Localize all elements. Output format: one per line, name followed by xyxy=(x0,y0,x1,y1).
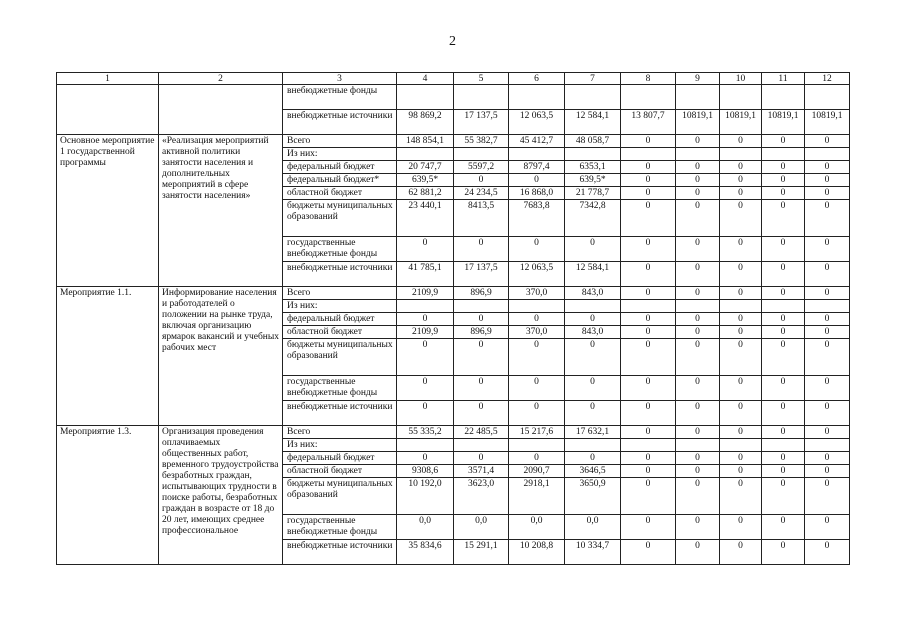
value-cell: 0 xyxy=(621,326,676,339)
column-header-6: 6 xyxy=(509,73,565,85)
funding-source-cell: государственные внебюджетные фонды xyxy=(283,376,397,401)
value-cell: 0 xyxy=(565,452,621,465)
value-cell: 0 xyxy=(509,376,565,401)
value-cell: 0 xyxy=(720,187,762,200)
value-cell: 0 xyxy=(720,262,762,287)
value-cell: 0 xyxy=(397,376,454,401)
value-cell: 0 xyxy=(621,540,676,565)
value-cell: 0 xyxy=(805,326,850,339)
funding-source-cell: внебюджетные фонды xyxy=(283,85,397,110)
value-cell xyxy=(397,148,454,161)
value-cell xyxy=(720,439,762,452)
table-header xyxy=(57,73,850,85)
value-cell xyxy=(621,148,676,161)
value-cell: 0 xyxy=(720,339,762,376)
value-cell: 0 xyxy=(621,161,676,174)
value-cell: 0 xyxy=(805,161,850,174)
value-cell: 0,0 xyxy=(397,515,454,540)
value-cell xyxy=(397,439,454,452)
value-cell: 13 807,7 xyxy=(621,110,676,135)
value-cell xyxy=(762,148,805,161)
value-cell: 0 xyxy=(805,515,850,540)
value-cell xyxy=(676,85,720,110)
value-cell: 0 xyxy=(676,313,720,326)
column-header-9: 9 xyxy=(676,73,720,85)
value-cell xyxy=(676,300,720,313)
value-cell: 0 xyxy=(762,452,805,465)
value-cell: 0 xyxy=(397,237,454,262)
value-cell: 0 xyxy=(805,376,850,401)
value-cell: 12 063,5 xyxy=(509,262,565,287)
value-cell: 0 xyxy=(805,287,850,300)
value-cell: 7683,8 xyxy=(509,200,565,237)
value-cell: 0 xyxy=(509,237,565,262)
value-cell: 0 xyxy=(762,135,805,148)
value-cell: 0 xyxy=(676,376,720,401)
value-cell: 0 xyxy=(454,339,509,376)
column-header-11: 11 xyxy=(762,73,805,85)
value-cell: 0 xyxy=(720,401,762,426)
value-cell xyxy=(509,85,565,110)
value-cell: 0 xyxy=(805,187,850,200)
activity-name-cell: Основное мероприятие 1 государственной программы xyxy=(57,135,159,287)
value-cell: 843,0 xyxy=(565,287,621,300)
funding-source-cell: Всего xyxy=(283,426,397,439)
column-header-10: 10 xyxy=(720,73,762,85)
value-cell: 0 xyxy=(676,515,720,540)
value-cell: 0 xyxy=(676,478,720,515)
value-cell: 0 xyxy=(720,161,762,174)
value-cell xyxy=(454,148,509,161)
value-cell: 0 xyxy=(676,426,720,439)
value-cell: 0 xyxy=(621,401,676,426)
funding-source-cell: Из них: xyxy=(283,148,397,161)
value-cell: 45 412,7 xyxy=(509,135,565,148)
value-cell: 0 xyxy=(805,262,850,287)
value-cell: 0 xyxy=(621,237,676,262)
value-cell: 0 xyxy=(509,452,565,465)
value-cell: 17 632,1 xyxy=(565,426,621,439)
value-cell: 0,0 xyxy=(565,515,621,540)
value-cell xyxy=(805,148,850,161)
value-cell: 0 xyxy=(454,174,509,187)
value-cell xyxy=(762,300,805,313)
table-row xyxy=(57,287,850,300)
value-cell: 0 xyxy=(805,237,850,262)
value-cell: 2109,9 xyxy=(397,287,454,300)
value-cell: 0 xyxy=(621,515,676,540)
value-cell: 0 xyxy=(509,174,565,187)
value-cell: 639,5* xyxy=(397,174,454,187)
value-cell: 0 xyxy=(397,401,454,426)
value-cell: 0 xyxy=(805,174,850,187)
column-header-5: 5 xyxy=(454,73,509,85)
value-cell: 35 834,6 xyxy=(397,540,454,565)
value-cell xyxy=(676,148,720,161)
value-cell: 10 208,8 xyxy=(509,540,565,565)
value-cell: 15 217,6 xyxy=(509,426,565,439)
value-cell: 0 xyxy=(676,401,720,426)
value-cell: 0,0 xyxy=(509,515,565,540)
value-cell: 22 485,5 xyxy=(454,426,509,439)
funding-source-cell: государственные внебюджетные фонды xyxy=(283,515,397,540)
value-cell: 370,0 xyxy=(509,287,565,300)
value-cell xyxy=(454,85,509,110)
value-cell: 0 xyxy=(676,339,720,376)
value-cell: 0 xyxy=(762,339,805,376)
funding-source-cell: федеральный бюджет* xyxy=(283,174,397,187)
funding-source-cell: внебюджетные источники xyxy=(283,262,397,287)
value-cell: 0 xyxy=(676,187,720,200)
value-cell xyxy=(805,439,850,452)
value-cell xyxy=(720,85,762,110)
value-cell: 0 xyxy=(720,465,762,478)
activity-description-cell: «Реализация мероприятий активной политики занятости населения и дополнительных мероприятий в сфере занятости населения» xyxy=(159,135,283,287)
value-cell xyxy=(565,148,621,161)
value-cell: 0 xyxy=(762,478,805,515)
column-header-12: 12 xyxy=(805,73,850,85)
value-cell: 0 xyxy=(509,313,565,326)
value-cell: 3571,4 xyxy=(454,465,509,478)
value-cell: 15 291,1 xyxy=(454,540,509,565)
value-cell: 16 868,0 xyxy=(509,187,565,200)
activity-description-cell xyxy=(159,85,283,135)
value-cell: 0 xyxy=(621,339,676,376)
value-cell: 0 xyxy=(565,401,621,426)
value-cell: 0 xyxy=(621,287,676,300)
value-cell xyxy=(676,439,720,452)
value-cell: 0 xyxy=(762,465,805,478)
value-cell: 17 137,5 xyxy=(454,110,509,135)
value-cell: 12 584,1 xyxy=(565,262,621,287)
value-cell: 0 xyxy=(397,339,454,376)
value-cell: 0 xyxy=(621,376,676,401)
value-cell: 0 xyxy=(720,540,762,565)
value-cell: 0 xyxy=(509,339,565,376)
value-cell: 2109,9 xyxy=(397,326,454,339)
value-cell: 639,5* xyxy=(565,174,621,187)
column-header-4: 4 xyxy=(397,73,454,85)
funding-source-cell: внебюджетные источники xyxy=(283,401,397,426)
value-cell: 0 xyxy=(720,174,762,187)
value-cell: 21 778,7 xyxy=(565,187,621,200)
value-cell: 0 xyxy=(676,135,720,148)
value-cell: 10 334,7 xyxy=(565,540,621,565)
value-cell: 0 xyxy=(720,200,762,237)
value-cell: 0 xyxy=(454,401,509,426)
value-cell: 5597,2 xyxy=(454,161,509,174)
funding-source-cell: федеральный бюджет xyxy=(283,313,397,326)
funding-source-cell: Всего xyxy=(283,287,397,300)
funding-source-cell: государственные внебюджетные фонды xyxy=(283,237,397,262)
value-cell xyxy=(397,85,454,110)
value-cell: 0 xyxy=(676,287,720,300)
value-cell: 55 335,2 xyxy=(397,426,454,439)
funding-source-cell: федеральный бюджет xyxy=(283,452,397,465)
value-cell: 10819,1 xyxy=(762,110,805,135)
activity-name-cell: Мероприятие 1.3. xyxy=(57,426,159,565)
funding-source-cell: Всего xyxy=(283,135,397,148)
value-cell: 843,0 xyxy=(565,326,621,339)
value-cell: 8797,4 xyxy=(509,161,565,174)
value-cell: 0 xyxy=(805,465,850,478)
value-cell: 10819,1 xyxy=(805,110,850,135)
value-cell: 0 xyxy=(805,540,850,565)
value-cell: 0 xyxy=(509,401,565,426)
value-cell: 0 xyxy=(454,313,509,326)
value-cell: 0 xyxy=(762,376,805,401)
value-cell: 10819,1 xyxy=(676,110,720,135)
value-cell xyxy=(621,85,676,110)
value-cell: 0 xyxy=(805,313,850,326)
value-cell: 0 xyxy=(676,465,720,478)
column-header-8: 8 xyxy=(621,73,676,85)
funding-source-cell: областной бюджет xyxy=(283,326,397,339)
value-cell: 0 xyxy=(805,426,850,439)
value-cell xyxy=(509,439,565,452)
funding-source-cell: бюджеты муниципальных образований xyxy=(283,200,397,237)
value-cell: 0 xyxy=(762,262,805,287)
value-cell: 48 058,7 xyxy=(565,135,621,148)
value-cell: 0 xyxy=(565,237,621,262)
value-cell: 0 xyxy=(621,478,676,515)
value-cell xyxy=(762,85,805,110)
value-cell: 0 xyxy=(720,478,762,515)
value-cell: 10819,1 xyxy=(720,110,762,135)
value-cell: 0 xyxy=(676,540,720,565)
value-cell xyxy=(720,300,762,313)
value-cell: 12 584,1 xyxy=(565,110,621,135)
table-row xyxy=(57,426,850,439)
value-cell xyxy=(565,85,621,110)
value-cell: 0 xyxy=(565,376,621,401)
table-body xyxy=(57,85,850,565)
budget-table xyxy=(56,72,850,565)
value-cell: 0,0 xyxy=(454,515,509,540)
value-cell: 0 xyxy=(720,326,762,339)
value-cell: 0 xyxy=(621,465,676,478)
value-cell: 0 xyxy=(676,262,720,287)
value-cell: 0 xyxy=(676,326,720,339)
value-cell: 0 xyxy=(720,426,762,439)
value-cell: 55 382,7 xyxy=(454,135,509,148)
value-cell: 0 xyxy=(621,187,676,200)
value-cell xyxy=(805,300,850,313)
value-cell: 0 xyxy=(454,452,509,465)
funding-source-cell: внебюджетные источники xyxy=(283,540,397,565)
activity-name-cell xyxy=(57,85,159,135)
value-cell: 0 xyxy=(762,540,805,565)
value-cell: 0 xyxy=(621,200,676,237)
activity-description-cell: Организация проведения оплачиваемых общественных работ, временного трудоустройства безработных граждан, испытывающих трудности в поиске работы, безработных граждан в возрасте от 18 до 20 лет, имеющих среднее профессиональное xyxy=(159,426,283,565)
value-cell: 7342,8 xyxy=(565,200,621,237)
value-cell: 0 xyxy=(676,237,720,262)
value-cell: 0 xyxy=(762,515,805,540)
value-cell: 0 xyxy=(762,161,805,174)
value-cell: 0 xyxy=(720,287,762,300)
value-cell xyxy=(565,439,621,452)
value-cell: 0 xyxy=(762,187,805,200)
value-cell xyxy=(805,85,850,110)
value-cell xyxy=(621,439,676,452)
value-cell: 0 xyxy=(621,313,676,326)
value-cell: 370,0 xyxy=(509,326,565,339)
value-cell: 0 xyxy=(762,401,805,426)
value-cell: 0 xyxy=(720,237,762,262)
value-cell: 0 xyxy=(676,174,720,187)
value-cell: 0 xyxy=(805,135,850,148)
value-cell: 0 xyxy=(676,452,720,465)
value-cell: 0 xyxy=(676,200,720,237)
value-cell: 12 063,5 xyxy=(509,110,565,135)
value-cell: 896,9 xyxy=(454,326,509,339)
value-cell: 0 xyxy=(762,313,805,326)
table-row xyxy=(57,85,850,110)
column-header-3: 3 xyxy=(283,73,397,85)
value-cell xyxy=(621,300,676,313)
value-cell: 896,9 xyxy=(454,287,509,300)
value-cell: 0 xyxy=(762,237,805,262)
value-cell: 0 xyxy=(454,376,509,401)
value-cell xyxy=(454,300,509,313)
value-cell: 0 xyxy=(805,200,850,237)
value-cell: 0 xyxy=(805,401,850,426)
value-cell: 0 xyxy=(621,452,676,465)
value-cell: 0 xyxy=(762,200,805,237)
value-cell: 0 xyxy=(762,326,805,339)
table-row xyxy=(57,135,850,148)
value-cell: 0 xyxy=(720,376,762,401)
value-cell xyxy=(454,439,509,452)
value-cell: 3646,5 xyxy=(565,465,621,478)
column-header-2: 2 xyxy=(159,73,283,85)
value-cell: 0 xyxy=(565,313,621,326)
activity-name-cell: Мероприятие 1.1. xyxy=(57,287,159,426)
value-cell: 0 xyxy=(621,262,676,287)
value-cell xyxy=(397,300,454,313)
column-header-7: 7 xyxy=(565,73,621,85)
value-cell: 0 xyxy=(762,174,805,187)
value-cell: 0 xyxy=(805,478,850,515)
value-cell: 0 xyxy=(720,515,762,540)
value-cell: 0 xyxy=(565,339,621,376)
value-cell: 0 xyxy=(621,426,676,439)
value-cell: 0 xyxy=(454,237,509,262)
funding-source-cell: областной бюджет xyxy=(283,187,397,200)
value-cell: 23 440,1 xyxy=(397,200,454,237)
value-cell: 0 xyxy=(805,452,850,465)
value-cell: 20 747,7 xyxy=(397,161,454,174)
value-cell: 17 137,5 xyxy=(454,262,509,287)
funding-source-cell: бюджеты муниципальных образований xyxy=(283,339,397,376)
value-cell: 0 xyxy=(805,339,850,376)
value-cell: 0 xyxy=(676,161,720,174)
value-cell: 2918,1 xyxy=(509,478,565,515)
value-cell: 0 xyxy=(762,426,805,439)
value-cell: 0 xyxy=(397,452,454,465)
value-cell xyxy=(720,148,762,161)
funding-source-cell: бюджеты муниципальных образований xyxy=(283,478,397,515)
value-cell: 0 xyxy=(621,135,676,148)
value-cell: 0 xyxy=(720,452,762,465)
value-cell: 24 234,5 xyxy=(454,187,509,200)
value-cell: 148 854,1 xyxy=(397,135,454,148)
value-cell: 8413,5 xyxy=(454,200,509,237)
activity-description-cell: Информирование населения и работодателей о положении на рынке труда, включая организацию ярмарок вакансий и учебных рабочих мест xyxy=(159,287,283,426)
value-cell: 3623,0 xyxy=(454,478,509,515)
value-cell: 98 869,2 xyxy=(397,110,454,135)
value-cell xyxy=(509,148,565,161)
value-cell: 62 881,2 xyxy=(397,187,454,200)
column-header-1: 1 xyxy=(57,73,159,85)
value-cell xyxy=(565,300,621,313)
funding-source-cell: Из них: xyxy=(283,439,397,452)
value-cell: 0 xyxy=(720,135,762,148)
value-cell xyxy=(509,300,565,313)
funding-source-cell: Из них: xyxy=(283,300,397,313)
page-number: 2 xyxy=(449,34,456,49)
funding-source-cell: внебюджетные источники xyxy=(283,110,397,135)
value-cell: 0 xyxy=(720,313,762,326)
funding-source-cell: федеральный бюджет xyxy=(283,161,397,174)
value-cell: 0 xyxy=(762,287,805,300)
funding-source-cell: областной бюджет xyxy=(283,465,397,478)
value-cell: 41 785,1 xyxy=(397,262,454,287)
value-cell xyxy=(762,439,805,452)
value-cell: 0 xyxy=(397,313,454,326)
value-cell: 2090,7 xyxy=(509,465,565,478)
value-cell: 9308,6 xyxy=(397,465,454,478)
value-cell: 0 xyxy=(621,174,676,187)
value-cell: 6353,1 xyxy=(565,161,621,174)
value-cell: 3650,9 xyxy=(565,478,621,515)
value-cell: 10 192,0 xyxy=(397,478,454,515)
